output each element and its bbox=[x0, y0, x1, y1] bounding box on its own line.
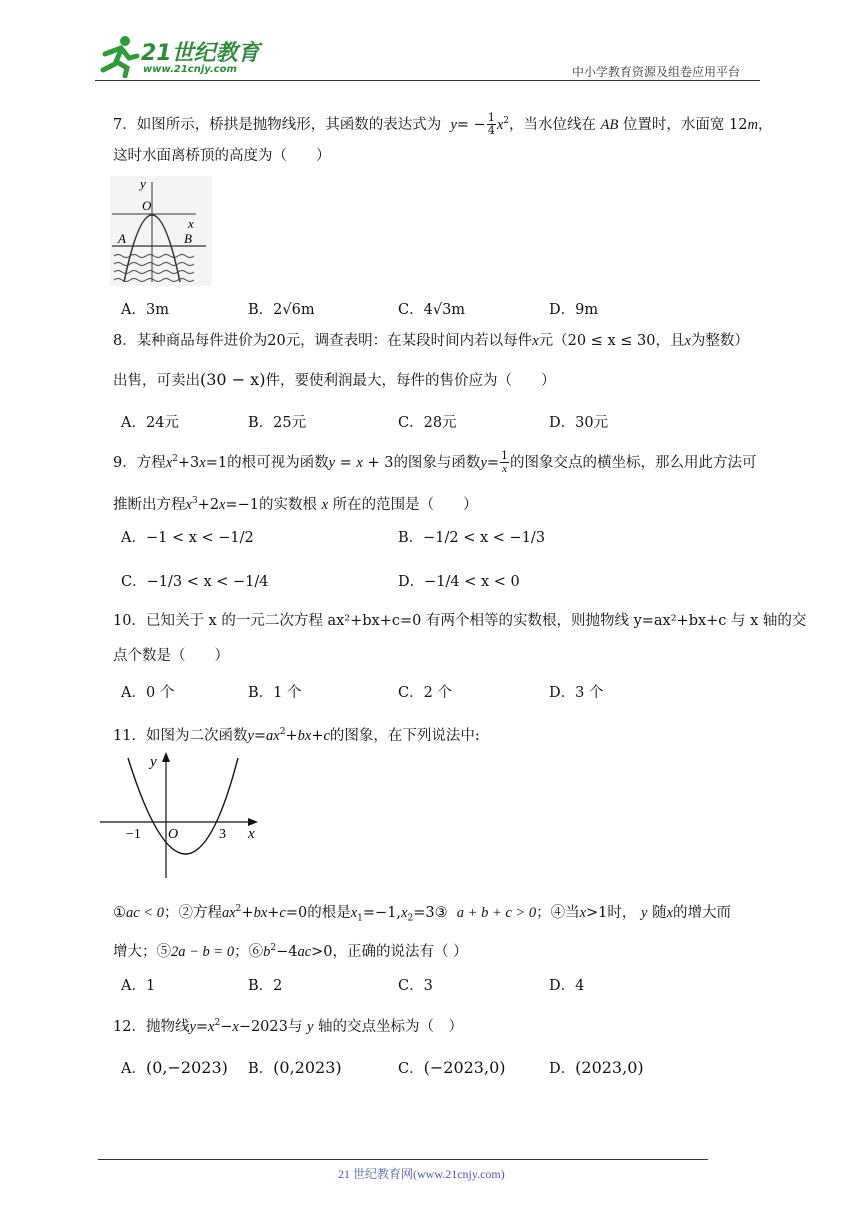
fig11-y-label: y bbox=[150, 754, 157, 770]
q8-option-c[interactable]: C．28元 bbox=[398, 415, 457, 431]
question-12-line-1: 12．抛物线$y=x^2-x-2023$与 y 轴的交点坐标为（ ） bbox=[113, 1018, 464, 1035]
question-10-line-2: 点个数是（ ） bbox=[113, 648, 229, 664]
q9-option-d[interactable]: D．−1/4 < x < 0 bbox=[398, 574, 520, 590]
fig7-o-label: O bbox=[142, 198, 152, 213]
q12-option-c[interactable]: C．(−2023,0) bbox=[398, 1058, 506, 1077]
q7-option-a[interactable]: A．3m bbox=[121, 302, 169, 318]
q10-option-c[interactable]: C．2 个 bbox=[398, 685, 452, 701]
fig7-y-label: y bbox=[140, 176, 146, 191]
q9-option-b[interactable]: B．−1/2 < x < −1/3 bbox=[398, 530, 546, 546]
q8-option-a[interactable]: A．24元 bbox=[121, 415, 179, 431]
q10-option-d[interactable]: D．3 个 bbox=[549, 685, 604, 701]
q11-option-a[interactable]: A．1 bbox=[121, 978, 156, 994]
q8-option-d[interactable]: D．30元 bbox=[549, 415, 609, 431]
parabola-graph-figure bbox=[98, 750, 268, 880]
bridge-arch-figure bbox=[110, 176, 212, 286]
q8-option-b[interactable]: B．25元 bbox=[248, 415, 307, 431]
q12-option-b[interactable]: B．(0,2023) bbox=[248, 1058, 342, 1077]
logo-title: 21世纪教育 bbox=[141, 41, 260, 66]
q11-option-b[interactable]: B．2 bbox=[248, 978, 283, 994]
fig11-x-label: x bbox=[248, 826, 255, 842]
q7-option-c[interactable]: C．4√3m bbox=[398, 302, 466, 318]
question-10-line-1: 10．已知关于 x 的一元二次方程 ax²+bx+c=0 有两个相等的实数根，则抛物线 y=ax²+bx+c 与 x 轴的交 bbox=[113, 613, 807, 629]
fig11-3-label: 3 bbox=[219, 827, 226, 842]
fig11-o-label: O bbox=[168, 827, 179, 842]
q9-option-c[interactable]: C．−1/3 < x < −1/4 bbox=[121, 574, 269, 590]
q11-option-d[interactable]: D．4 bbox=[549, 978, 585, 994]
fig7-x-label: x bbox=[188, 216, 194, 231]
runner-logo-icon bbox=[95, 34, 141, 78]
fig11-minus1-label: −1 bbox=[126, 827, 141, 842]
question-8-line-2: 出售，可卖出(30 − x)件，要使利润最大，每件的售价应为（ ） bbox=[113, 370, 556, 389]
q12-option-a[interactable]: A．(0,−2023) bbox=[121, 1058, 228, 1077]
footer-site-link[interactable]: 21 世纪教育网(www.21cnjy.com) bbox=[338, 1167, 505, 1181]
q10-option-b[interactable]: B．1 个 bbox=[248, 685, 302, 701]
question-11-line-2: ①ac < 0；②方程$ax^2+bx+c=0$的根是$x_1=-1,x_2=3③$ a + b + c > 0；④当x>1时， y 随x的增大而 bbox=[113, 904, 731, 924]
q10-option-a[interactable]: A．0 个 bbox=[121, 685, 175, 701]
question-9-line-1: 9．方程$x^2+3x=1$的根可视为函数y = x + 3的图象与函数y= $\frac{1}{x}$ 的图象交点的横坐标，那么用此方法可 bbox=[113, 449, 757, 476]
fig7-a-label: A bbox=[118, 231, 126, 246]
question-7-line-2: 这时水面离桥顶的高度为（ ） bbox=[113, 148, 331, 164]
q9-option-a[interactable]: A．−1 < x < −1/2 bbox=[121, 530, 254, 546]
header-rule bbox=[95, 80, 760, 81]
question-11-line-1: 11．如图为二次函数$y=ax^2+bx+c$的图象，在下列说法中: bbox=[113, 727, 480, 744]
q11-option-c[interactable]: C．3 bbox=[398, 978, 433, 994]
footer-rule bbox=[98, 1159, 708, 1160]
header-platform-name: 中小学教育资源及组卷应用平台 bbox=[572, 65, 741, 79]
question-11-line-3: 增大；⑤2a − b = 0；$⑥b^2-4ac>0$，正确的说法有（ ） bbox=[113, 943, 468, 960]
logo-url: www.21cnjy.com bbox=[143, 64, 237, 75]
q7-option-d[interactable]: D．9m bbox=[549, 302, 599, 318]
fraction: $\frac{1}{4}$ bbox=[487, 111, 495, 138]
question-9-line-2: 推断出方程$x^3+2x=-1$的实数根 x 所在的范围是（ ） bbox=[113, 496, 478, 513]
fig7-b-label: B bbox=[184, 231, 192, 246]
header-logo bbox=[95, 34, 265, 78]
q7-option-b[interactable]: B．2√6m bbox=[248, 302, 315, 318]
question-8-line-1: 8．某种商品每件进价为20元，调查表明：在某段时间内若以每件x元（20 ≤ x ≤ 30，且x为整数） bbox=[113, 333, 749, 349]
q12-option-d[interactable]: D．(2023,0) bbox=[549, 1058, 644, 1077]
question-7-line-1: 7．如图所示，桥拱是抛物线形，其函数的表达式为 y= − $\frac{1}{4}$ $x^2$，当水位线在 AB 位置时，水面宽 12m， bbox=[113, 111, 773, 138]
